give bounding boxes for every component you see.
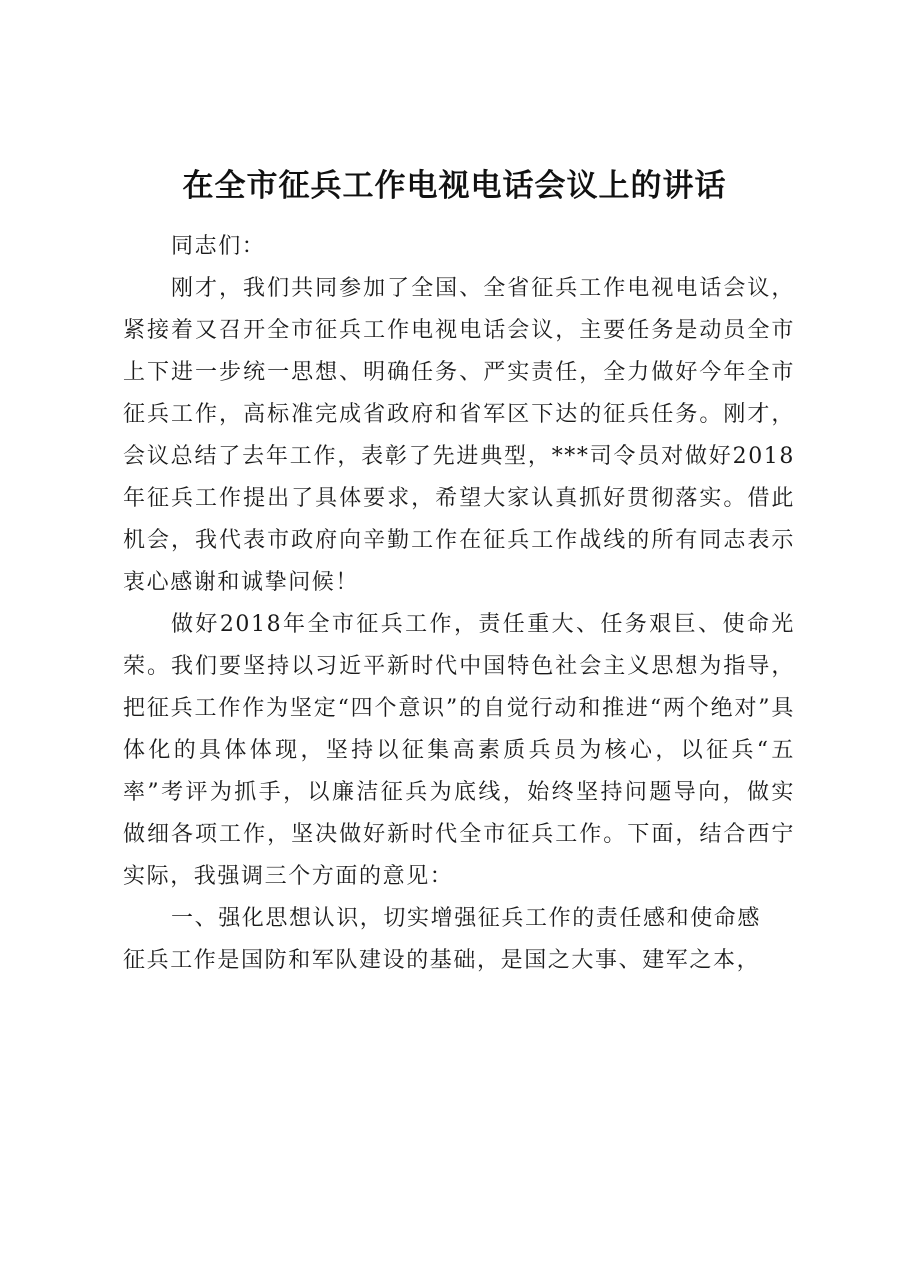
document-title: 在全市征兵工作电视电话会议上的讲话 <box>182 168 727 204</box>
paragraph-intro: 刚才，我们共同参加了全国、全省征兵工作电视电话会议，紧接着又召开全市征兵工作电视电话会议，主要任务是动员全市上下进一步统一思想、明确任务、严实责任，全力做好今年全市征兵工作，高标准完成省政府和省军区下达的征兵任务。刚才，会议总结了去年工作，表彰了先进典型，***司令员对做好2018年征兵工作提出了具体要求，希望大家认真抓好贯彻落实。借此机会，我代表市政府向辛勤工作在征兵工作战线的所有同志表示衷心感谢和诚挚问候！ <box>123 276 795 595</box>
salutation: 同志们： <box>171 234 266 259</box>
paragraph-section-1: 征兵工作是国防和军队建设的基础，是国之大事、建军之本， <box>123 948 761 973</box>
section-heading-1: 一、强化思想认识，切实增强征兵工作的责任感和使命感 <box>171 906 762 931</box>
document-body <box>123 226 795 982</box>
paragraph-guidance: 做好2018年全市征兵工作，责任重大、任务艰巨、使命光荣。我们要坚持以习近平新时代中国特色社会主义思想为指导，把征兵工作作为坚定“四个意识”的自觉行动和推进“两个绝对”具体化的具体体现，坚持以征集高素质兵员为核心，以征兵“五率”考评为抓手，以廉洁征兵为底线，始终坚持问题导向，做实做细各项工作，坚决做好新时代全市征兵工作。下面，结合西宁实际，我强调三个方面的意见： <box>123 612 795 889</box>
